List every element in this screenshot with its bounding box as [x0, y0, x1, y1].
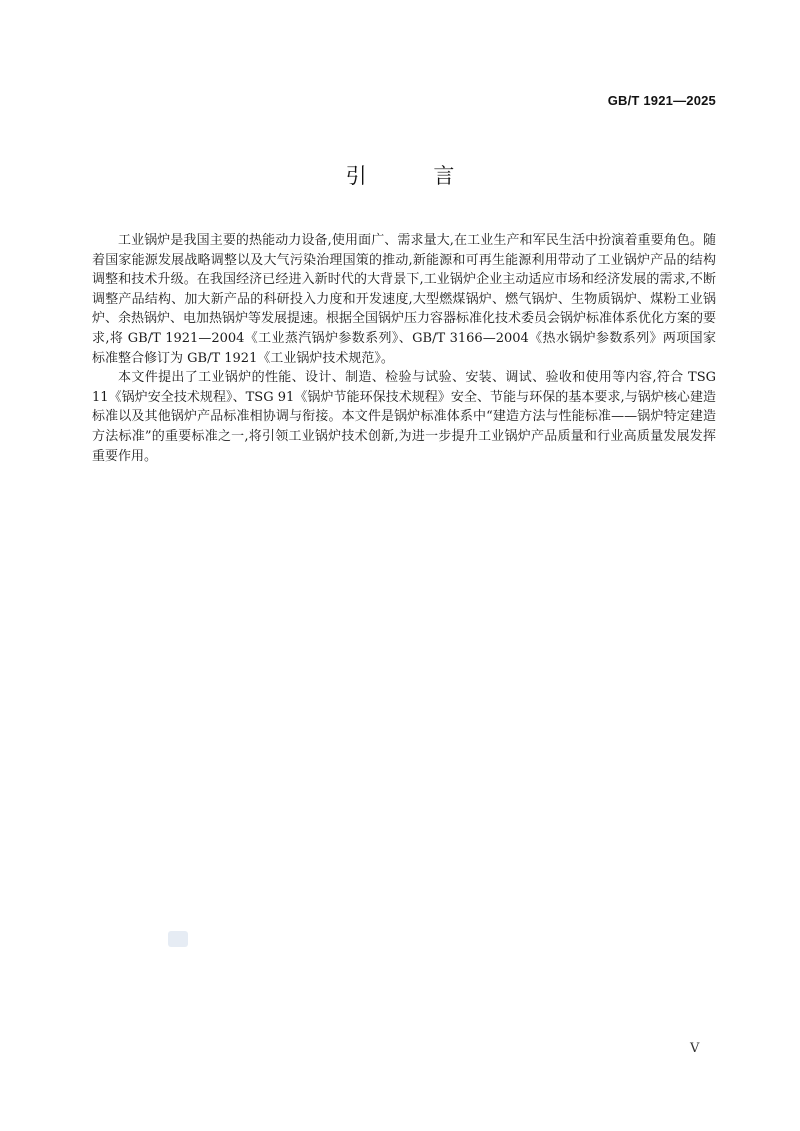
watermark-logo	[168, 931, 188, 947]
standard-code: GB/T 1921—2025	[607, 93, 716, 108]
page-number: V	[690, 1041, 700, 1056]
introduction-body	[92, 231, 716, 466]
paragraph: 工业锅炉是我国主要的热能动力设备,使用面广、需求量大,在工业生产和军民生活中扮演着重要角色。随着国家能源发展战略调整以及大气污染治理国策的推动,新能源和可再生能源利用带动了工业锅炉产品的结构调整和技术升级。在我国经济已经进入新时代的大背景下,工业锅炉企业主动适应市场和经济发展的需求,不断调整产品结构、加大新产品的科研投入力度和开发速度,大型燃煤锅炉、燃气锅炉、生物质锅炉、煤粉工业锅炉、余热锅炉、电加热锅炉等发展提速。根据全国锅炉压力容器标准化技术委员会锅炉标准体系优化方案的要求,将 GB/T 1921—2004《工业蒸汽锅炉参数系列》、GB/T 3166—2004《热水锅炉参数系列》两项国家标准整合修订为 GB/T 1921《工业锅炉技术规范》。	[92, 233, 717, 366]
paragraph: 本文件提出了工业锅炉的性能、设计、制造、检验与试验、安装、调试、验收和使用等内容,符合 TSG 11《锅炉安全技术规程》、TSG 91《锅炉节能环保技术规程》安全、节能与环保的基本要求,与锅炉核心建造标准以及其他锅炉产品标准相协调与衔接。本文件是锅炉标准体系中“建造方法与性能标准——锅炉特定建造方法标准”的重要标准之一,将引领工业锅炉技术创新,为进一步提升工业锅炉产品质量和行业高质量发展发挥重要作用。	[92, 370, 716, 464]
page-title: 引 言	[345, 164, 485, 188]
